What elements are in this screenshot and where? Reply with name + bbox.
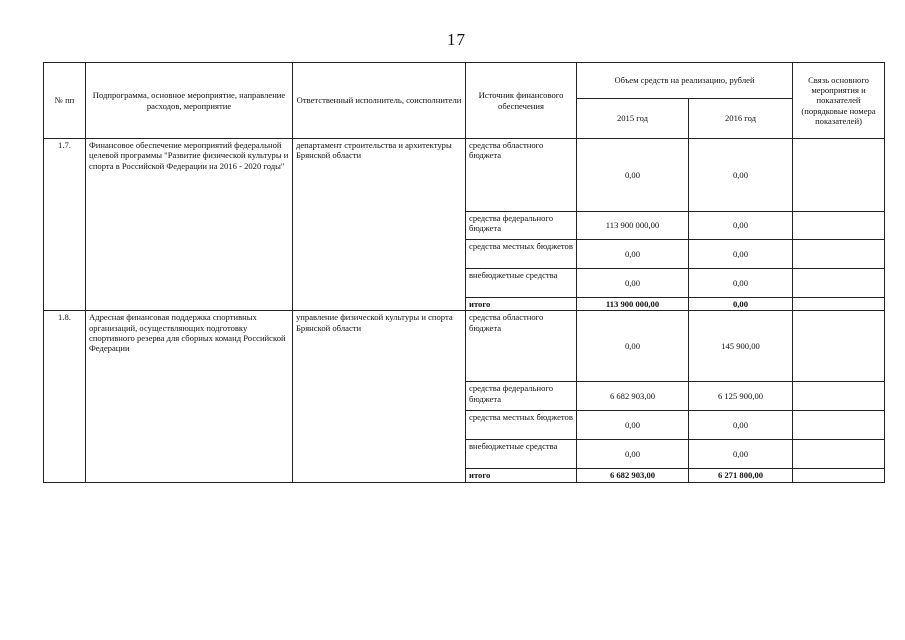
empty-cell [793,469,885,482]
section-1-local-2015: 0,00 [577,240,689,269]
section-2-source-federal: средства федерального бюджета [466,382,577,411]
section-2-source-local: средства местных бюджетов [466,411,577,440]
empty-cell [793,212,885,240]
section-1-source-local: средства местных бюджетов [466,240,577,269]
header-volume: Объем средств на реализацию, рублей [577,63,793,99]
header-num: № пп [44,63,86,139]
section-1-extrabudget-2015: 0,00 [577,269,689,298]
empty-cell [793,240,885,269]
section-2-local-2016: 0,00 [689,411,793,440]
section-1-source-federal: средства федерального бюджета [466,212,577,240]
section-1-regional-2015: 0,00 [577,139,689,212]
section-2-link-cell [793,311,885,382]
header-source: Источник финансового обеспечения [466,63,577,139]
section-1-source-extrabudget: внебюджетные средства [466,269,577,298]
section-2-extrabudget-2016: 0,00 [689,440,793,469]
section-2-total-2016: 6 271 800,00 [689,469,793,482]
empty-cell [793,382,885,411]
header-year-2016: 2016 год [689,99,793,139]
section-2-executor: управление физической культуры и спорта Брянской области [293,311,466,482]
header-link: Связь основного мероприятия и показателей (порядковые номера показателей) [793,63,885,139]
section-1-local-2016: 0,00 [689,240,793,269]
section-2-regional-2015: 0,00 [577,311,689,382]
section-1-regional-2016: 0,00 [689,139,793,212]
section-1-extrabudget-2016: 0,00 [689,269,793,298]
section-1-federal-2015: 113 900 000,00 [577,212,689,240]
empty-cell [793,440,885,469]
section-1-total-2016: 0,00 [689,298,793,311]
empty-cell [793,298,885,311]
header-year-2015: 2015 год [577,99,689,139]
empty-cell [793,411,885,440]
section-1-source-total: итого [466,298,577,311]
section-1-num: 1.7. [44,139,86,311]
section-2-num: 1.8. [44,311,86,482]
section-1-source-regional: средства областного бюджета [466,139,577,212]
section-2-federal-2015: 6 682 903,00 [577,382,689,411]
section-2-source-total: итого [466,469,577,482]
header-program: Подпрограмма, основное мероприятие, направление расходов, мероприятие [86,63,293,139]
section-2-total-2015: 6 682 903,00 [577,469,689,482]
section-1-link-cell [793,139,885,212]
section-1-federal-2016: 0,00 [689,212,793,240]
section-1-executor: департамент строительства и архитектуры Брянской области [293,139,466,311]
section-1-total-2015: 113 900 000,00 [577,298,689,311]
section-2-regional-2016: 145 900,00 [689,311,793,382]
section-2-federal-2016: 6 125 900,00 [689,382,793,411]
page-number: 17 [447,30,466,49]
section-2-source-regional: средства областного бюджета [466,311,577,382]
section-2-extrabudget-2015: 0,00 [577,440,689,469]
header-executor: Ответственный исполнитель, соисполнители [293,63,466,139]
budget-table [43,62,885,483]
section-2-program: Адресная финансовая поддержка спортивных организаций, осуществляющих подготовку спортивного резерва для сборных команд Российской Федерации [86,311,293,482]
section-2-local-2015: 0,00 [577,411,689,440]
section-1-program: Финансовое обеспечение мероприятий федеральной целевой программы "Развитие физической культуры и спорта в Российской Федерации на 2016 - 2020 годы" [86,139,293,311]
empty-cell [793,269,885,298]
section-2-source-extrabudget: внебюджетные средства [466,440,577,469]
